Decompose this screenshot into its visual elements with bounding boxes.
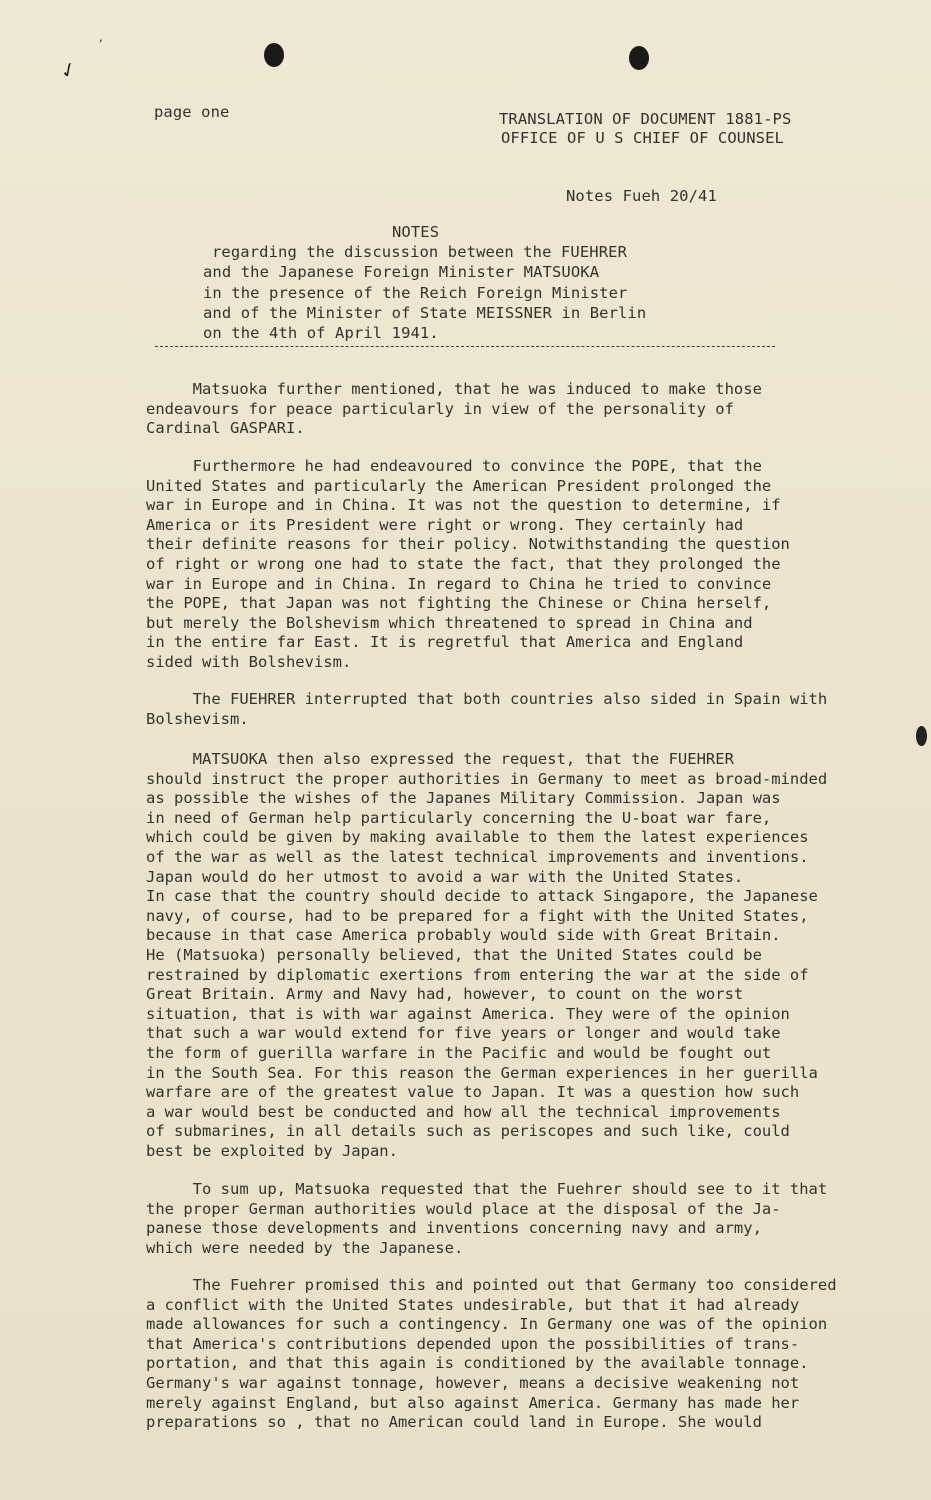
paragraph-request (146, 750, 866, 1161)
text-line: because in that case America probably would side with Great Britain. (146, 926, 781, 945)
paragraph-fuehrer-promise (146, 1276, 866, 1433)
text-line: merely against England, but also against America. Germany has made her (146, 1393, 800, 1412)
text-line: He (Matsuoka) personally believed, that the United States could be (146, 945, 762, 964)
text-line: The FUEHRER interrupted that both countries also sided in Spain with (146, 690, 828, 708)
text-line: of the war as well as the latest technical improvements and inventions. (146, 847, 809, 866)
check-mark-icon: ✓ (55, 55, 82, 85)
text-line: navy, of course, had to be prepared for a fight with the United States, (146, 906, 809, 925)
document-reference: Notes Fueh 20/41 (566, 187, 717, 205)
text-line: endeavours for peace particularly in view of the personality of (146, 399, 734, 418)
text-line: Furthermore he had endeavoured to convince the POPE, that the (146, 457, 762, 475)
punch-hole-right (629, 46, 649, 70)
text-line: preparations so , that no American could land in Europe. She would (146, 1413, 762, 1432)
notes-title: NOTES (392, 223, 440, 241)
text-line: situation, that is with war against America. They were of the opinion (146, 1004, 790, 1023)
dashed-separator (155, 346, 775, 347)
text-line: The Fuehrer promised this and pointed out that Germany too considered (146, 1276, 837, 1294)
text-line: war in Europe and in China. It was not the question to determine, if (146, 496, 781, 515)
text-line: United States and particularly the American President prolonged the (146, 476, 772, 495)
title-line: on the 4th of April 1941. (203, 324, 439, 342)
punch-hole-left (264, 43, 284, 67)
text-line: a conflict with the United States undesirable, but that it had already (146, 1295, 800, 1314)
text-line: in need of German help particularly concerning the U-boat war fare, (146, 808, 772, 827)
binding-mark-icon (916, 726, 927, 746)
text-line: their definite reasons for their policy. Notwithstanding the question (146, 535, 790, 554)
text-line: which could be given by making available to them the latest experiences (146, 828, 809, 847)
text-line: in the entire far East. It is regretful that America and England (146, 633, 744, 652)
page-label: page one (154, 103, 230, 121)
text-line: in the South Sea. For this reason the German experiences in her guerilla (146, 1063, 818, 1082)
text-line: Bolshevism. (146, 709, 249, 728)
text-line: best be exploited by Japan. (146, 1141, 398, 1160)
title-line: regarding the discussion between the FUEHRER (212, 243, 627, 261)
text-line: warfare are of the greatest value to Japan. It was a question how such (146, 1083, 800, 1102)
title-line: and the Japanese Foreign Minister MATSUOKA (203, 263, 600, 281)
text-line: Japan would do her utmost to avoid a war with the United States. (146, 867, 744, 886)
text-line: war in Europe and in China. In regard to China he tried to convince (146, 574, 772, 593)
text-line: Cardinal GASPARI. (146, 419, 305, 438)
title-line: and of the Minister of State MEISSNER in Berlin (203, 304, 647, 322)
text-line: which were needed by the Japanese. (146, 1238, 464, 1257)
text-line: of submarines, in all details such as periscopes and such like, could (146, 1122, 790, 1141)
title-line: in the presence of the Reich Foreign Minister (203, 284, 628, 302)
text-line: but merely the Bolshevism which threatened to spread in China and (146, 613, 753, 632)
text-line: sided with Bolshevism. (146, 652, 352, 671)
text-line: panese those developments and inventions concerning navy and army, (146, 1219, 762, 1238)
text-line: America or its President were right or wrong. They certainly had (146, 515, 744, 534)
text-line: Germany's war against tonnage, however, means a decisive weakening not (146, 1373, 800, 1392)
text-line: MATSUOKA then also expressed the request, that the FUEHRER (146, 750, 734, 768)
text-line: the form of guerilla warfare in the Pacific and would be fought out (146, 1043, 772, 1062)
text-line: should instruct the proper authorities in Germany to meet as broad-minded (146, 769, 828, 788)
office-heading: OFFICE OF U S CHIEF OF COUNSEL (501, 129, 784, 147)
text-line: a war would best be conducted and how all the technical improvements (146, 1102, 781, 1121)
paragraph-summary (146, 1180, 866, 1258)
paragraph-pope (146, 457, 866, 673)
text-line: the proper German authorities would place at the disposal of the Ja- (146, 1199, 781, 1218)
translation-heading: TRANSLATION OF DOCUMENT 1881-PS (499, 110, 792, 128)
text-line: of right or wrong one had to state the fact, that they prolonged the (146, 554, 781, 573)
text-line: restrained by diplomatic exertions from entering the war at the side of (146, 965, 809, 984)
text-line: that America's contributions depended upon the possibilities of trans- (146, 1334, 800, 1353)
paragraph-gaspari (146, 380, 866, 439)
text-line: In case that the country should decide to attack Singapore, the Japanese (146, 887, 818, 906)
text-line: that such a war would extend for five years or longer and would take (146, 1024, 781, 1043)
paragraph-spain (146, 690, 866, 729)
ink-speck-icon: , (99, 30, 103, 44)
text-line: made allowances for such a contingency. In Germany one was of the opinion (146, 1315, 828, 1334)
text-line: To sum up, Matsuoka requested that the Fuehrer should see to it that (146, 1180, 828, 1198)
text-line: the POPE, that Japan was not fighting the Chinese or China herself, (146, 594, 772, 613)
text-line: portation, and that this again is conditioned by the available tonnage. (146, 1354, 809, 1373)
text-line: as possible the wishes of the Japanes Military Commission. Japan was (146, 789, 781, 808)
text-line: Matsuoka further mentioned, that he was induced to make those (146, 380, 762, 398)
text-line: Great Britain. Army and Navy had, however, to count on the worst (146, 985, 744, 1004)
